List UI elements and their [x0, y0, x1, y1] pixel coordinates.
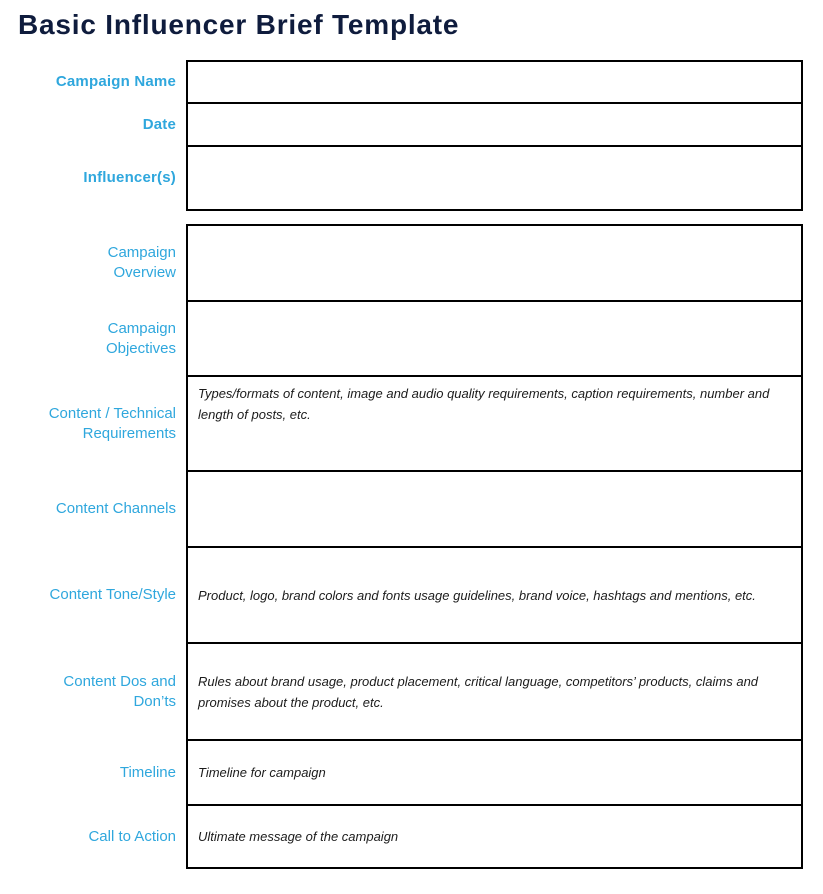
- campaign-name-label: Campaign Name: [55, 73, 176, 90]
- call-to-action-value: Ultimate message of the campaign: [198, 829, 399, 844]
- campaign-objectives-field[interactable]: [186, 300, 803, 377]
- content-dos-donts-field[interactable]: [186, 642, 803, 741]
- page-title: Basic Influencer Brief Template: [18, 9, 460, 40]
- table-row: [18, 224, 803, 302]
- call-to-action-field[interactable]: [186, 804, 803, 869]
- detail-table: [18, 224, 803, 869]
- table-row: [18, 642, 803, 741]
- table-row: [18, 470, 803, 548]
- content-technical-requirements-field[interactable]: [186, 375, 803, 472]
- content-tone-style-field[interactable]: [186, 546, 803, 644]
- timeline-value: Timeline for campaign: [198, 765, 326, 780]
- influencers-field[interactable]: [186, 145, 803, 211]
- table-row: [18, 102, 803, 147]
- timeline-label: Timeline: [119, 763, 176, 781]
- table-row: [18, 375, 803, 472]
- campaign-overview-field[interactable]: [186, 224, 803, 302]
- date-label: Date: [142, 115, 176, 133]
- table-row: [18, 546, 803, 644]
- content-tone-style-label: Content Tone/Style: [49, 586, 176, 603]
- campaign-objectives-label: Campaign Objectives: [105, 319, 176, 357]
- table-row: [18, 60, 803, 104]
- table-row: [18, 739, 803, 806]
- info-table: [18, 60, 803, 211]
- content-technical-requirements-value: Types/formats of content, image and audio quality requirements, caption requirements, number and length of posts, etc.: [198, 386, 770, 422]
- content-technical-requirements-label: Content / Technical Requirements: [48, 404, 176, 442]
- content-channels-field[interactable]: [186, 470, 803, 548]
- call-to-action-label: Call to Action: [88, 827, 176, 845]
- table-row: [18, 804, 803, 869]
- content-channels-label: Content Channels: [55, 500, 176, 517]
- influencers-label: Influencer(s): [83, 169, 176, 186]
- table-row: [18, 300, 803, 377]
- campaign-name-field[interactable]: [186, 60, 803, 104]
- content-dos-donts-label: Content Dos and Don’ts: [63, 672, 176, 710]
- table-gap: [18, 211, 803, 224]
- timeline-field[interactable]: [186, 739, 803, 806]
- content-dos-donts-value: Rules about brand usage, product placement, critical language, competitors’ products, claims and promises about the product, etc.: [198, 673, 759, 710]
- table-row: [18, 145, 803, 211]
- date-field[interactable]: [186, 102, 803, 147]
- content-tone-style-value: Product, logo, brand colors and fonts usage guidelines, brand voice, hashtags and mentions, etc.: [198, 587, 756, 603]
- campaign-overview-label: Campaign Overview: [107, 244, 176, 281]
